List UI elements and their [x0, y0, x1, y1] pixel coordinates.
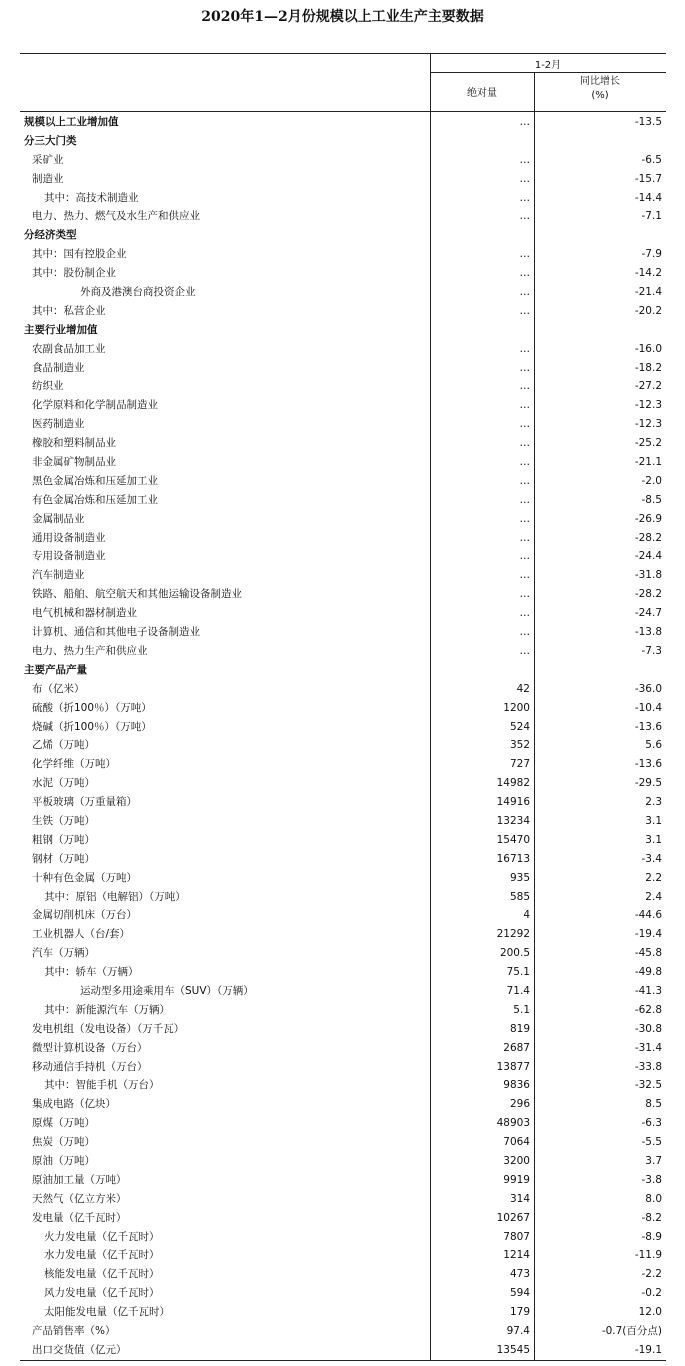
absolute-value: …: [519, 550, 530, 563]
absolute-value: …: [519, 493, 530, 506]
yoy-value: -13.5: [634, 116, 662, 128]
section-heading-row: [20, 321, 666, 340]
absolute-value: 14916: [496, 796, 530, 809]
absolute-value: …: [519, 248, 530, 261]
absolute-value: 314: [509, 1192, 530, 1205]
table-row: [20, 906, 666, 925]
row-label: 粗钢（万吨）: [32, 833, 95, 846]
table-row: [20, 1001, 666, 1020]
absolute-value: 13234: [496, 814, 530, 827]
section-heading-row: [20, 226, 666, 245]
row-label: 产品销售率（%）: [32, 1325, 116, 1337]
table-row: [20, 831, 666, 850]
yoy-value: -14.2: [634, 267, 662, 280]
table-row: [20, 888, 666, 907]
table-row: [20, 245, 666, 264]
row-label: 乙烯（万吨）: [32, 739, 95, 752]
absolute-value: …: [519, 380, 530, 393]
yoy-value: -2.0: [641, 474, 662, 487]
page-title: 2020年1—2月份规模以上工业生产主要数据: [201, 9, 484, 25]
table-row: [20, 340, 666, 359]
row-label: 外商及港澳台商投资企业: [80, 286, 196, 299]
yoy-value: -13.8: [634, 626, 662, 639]
yoy-value: -30.8: [634, 1022, 662, 1035]
row-label: 原油加工量（万吨）: [32, 1173, 127, 1186]
table-row: [20, 434, 666, 453]
absolute-value: …: [519, 267, 530, 280]
table-row: [20, 491, 666, 510]
row-label: 核能发电量（亿千瓦时）: [44, 1268, 160, 1281]
table-row: [20, 1114, 666, 1133]
absolute-value: …: [519, 418, 530, 431]
absolute-value: 2687: [503, 1041, 530, 1054]
absolute-value: …: [519, 531, 530, 544]
yoy-value: -32.5: [634, 1079, 662, 1092]
table-row: [20, 264, 666, 283]
absolute-value: …: [519, 474, 530, 487]
table-row: [20, 547, 666, 566]
yoy-value: -13.6: [634, 720, 662, 733]
table-row: [20, 1076, 666, 1095]
absolute-value: 179: [509, 1306, 530, 1319]
table-row: [20, 623, 666, 642]
yoy-value: -8.5: [641, 493, 662, 506]
table-row: [20, 869, 666, 888]
row-label: 十种有色金属（万吨）: [32, 871, 137, 884]
absolute-value: …: [519, 116, 530, 128]
row-label: 其中：高技术制造业: [44, 191, 139, 204]
row-label: 化学纤维（万吨）: [32, 758, 116, 771]
absolute-value: …: [519, 304, 530, 317]
row-label: 纺织业: [32, 380, 64, 393]
row-label: 其中：智能手机（万台）: [44, 1079, 160, 1092]
header-divider: [430, 72, 666, 73]
absolute-value: …: [519, 588, 530, 601]
row-label: 有色金属冶炼和压延加工业: [32, 493, 158, 506]
yoy-value: -13.6: [634, 758, 662, 771]
absolute-value: …: [519, 456, 530, 469]
table-row: [20, 944, 666, 963]
row-label: 布（亿米）: [32, 682, 85, 695]
table-row: [20, 1133, 666, 1152]
row-label: 天然气（亿立方米）: [32, 1192, 127, 1205]
yoy-value: -6.3: [641, 1117, 662, 1130]
row-label: 汽车（万辆）: [32, 947, 95, 960]
absolute-value: 9919: [503, 1173, 530, 1186]
yoy-value: -20.2: [634, 304, 662, 317]
absolute-value: 7807: [503, 1230, 530, 1243]
yoy-value: -12.3: [634, 418, 662, 431]
absolute-header: 绝对量: [467, 88, 497, 99]
absolute-value: 352: [509, 739, 530, 752]
row-label: 其中：私营企业: [32, 304, 106, 317]
row-label: 其中：股份制企业: [32, 267, 116, 280]
table-row: [20, 1058, 666, 1077]
row-label: 水力发电量（亿千瓦时）: [44, 1249, 160, 1262]
absolute-value: 594: [509, 1287, 530, 1300]
absolute-value: …: [519, 342, 530, 355]
table-row: [20, 699, 666, 718]
absolute-value: 9836: [503, 1079, 530, 1092]
yoy-value: -10.4: [634, 701, 662, 714]
row-label: 化学原料和化学制品制造业: [32, 399, 158, 412]
absolute-value: 3200: [503, 1154, 530, 1167]
absolute-value: 1214: [503, 1249, 530, 1262]
absolute-value: 21292: [496, 928, 530, 941]
absolute-value: …: [519, 399, 530, 412]
row-label: 采矿业: [32, 153, 64, 166]
table-row: [20, 1209, 666, 1228]
table-row: [20, 1039, 666, 1058]
yoy-value: -7.9: [641, 248, 662, 261]
absolute-value: 935: [509, 871, 530, 884]
row-label: 焦炭（万吨）: [32, 1136, 95, 1149]
yoy-value: -15.7: [634, 172, 662, 185]
data-table: [20, 53, 666, 1361]
row-label: 出口交货值（亿元）: [32, 1343, 127, 1356]
row-label: 食品制造业: [32, 361, 85, 374]
row-label: 橡胶和塑料制品业: [32, 437, 116, 450]
row-label: 制造业: [32, 172, 64, 185]
absolute-value: 13545: [496, 1343, 530, 1356]
yoy-value: 3.1: [645, 814, 662, 827]
yoy-value: -21.4: [634, 286, 662, 299]
row-label: 平板玻璃（万重量箱）: [32, 796, 137, 809]
row-label: 主要行业增加值: [24, 323, 98, 336]
row-label: 非金属矿物制品业: [32, 456, 116, 469]
row-label: 其中：国有控股企业: [32, 248, 127, 261]
table-row: [20, 189, 666, 208]
yoy-value: -14.4: [634, 191, 662, 204]
table-row: [20, 170, 666, 189]
table-row: [20, 755, 666, 774]
yoy-value: 3.1: [645, 833, 662, 846]
row-label: 铁路、船舶、航空航天和其他运输设备制造业: [32, 588, 242, 601]
table-row: [20, 1322, 666, 1341]
table-row: [20, 529, 666, 548]
row-label: 运动型多用途乘用车（SUV）（万辆）: [80, 984, 254, 997]
yoy-value: 5.6: [645, 739, 662, 752]
row-label: 钢材（万吨）: [32, 852, 95, 865]
table-row: [20, 793, 666, 812]
absolute-value: …: [519, 512, 530, 525]
table-row: [20, 680, 666, 699]
table-row: [20, 566, 666, 585]
table-row: [20, 1341, 666, 1360]
section-heading-row: [20, 661, 666, 680]
table-body: [20, 112, 666, 1361]
row-label: 主要产品产量: [24, 663, 87, 676]
yoy-value: -19.4: [634, 928, 662, 941]
row-label: 水泥（万吨）: [32, 777, 95, 790]
table-row: [20, 1095, 666, 1114]
absolute-value: 16713: [496, 852, 530, 865]
table-row: [20, 207, 666, 226]
yoy-header-line2: (%): [591, 90, 609, 101]
yoy-value: 2.2: [645, 871, 662, 884]
yoy-value: -7.3: [641, 644, 662, 657]
absolute-value: 819: [509, 1022, 530, 1035]
yoy-value: -8.2: [641, 1211, 662, 1224]
absolute-value: 14982: [496, 777, 530, 790]
row-label: 汽车制造业: [32, 569, 85, 582]
absolute-value: 4: [523, 909, 530, 922]
yoy-value: -3.8: [641, 1173, 662, 1186]
row-label: 电力、热力生产和供应业: [32, 644, 148, 657]
row-label: 太阳能发电量（亿千瓦时）: [44, 1306, 170, 1319]
absolute-value: 200.5: [499, 947, 530, 960]
row-label: 硫酸（折100％）（万吨）: [32, 701, 152, 714]
row-label: 电力、热力、燃气及水生产和供应业: [32, 210, 200, 223]
yoy-value: -26.9: [634, 512, 662, 525]
row-label: 金属制品业: [32, 512, 85, 525]
absolute-value: …: [519, 172, 530, 185]
absolute-value: 13877: [496, 1060, 530, 1073]
row-label: 移动通信手持机（万台）: [32, 1060, 148, 1073]
row-label: 其中：原铝（电解铝）（万吨）: [44, 890, 186, 903]
absolute-value: 5.1: [513, 1003, 530, 1016]
row-label: 集成电路（亿块）: [32, 1098, 116, 1111]
yoy-value: -33.8: [634, 1060, 662, 1073]
period-header: 1-2月: [534, 60, 562, 71]
yoy-value: -7.1: [641, 210, 662, 223]
table-row: [20, 1246, 666, 1265]
table-row: [20, 604, 666, 623]
yoy-value: 8.5: [645, 1098, 662, 1111]
row-label: 微型计算机设备（万台）: [32, 1041, 148, 1054]
yoy-header: [534, 75, 666, 103]
yoy-value: 2.4: [645, 890, 662, 903]
table-row: [20, 151, 666, 170]
row-label: 电气机械和器材制造业: [32, 607, 137, 620]
absolute-value: …: [519, 644, 530, 657]
table-row: [20, 963, 666, 982]
row-label: 分三大门类: [24, 134, 77, 147]
section-heading-row: [20, 132, 666, 151]
absolute-value: …: [519, 437, 530, 450]
absolute-value: …: [519, 210, 530, 223]
absolute-value: 48903: [496, 1117, 530, 1130]
row-label: 原油（万吨）: [32, 1154, 95, 1167]
row-label: 分经济类型: [24, 229, 77, 242]
yoy-value: -8.9: [641, 1230, 662, 1243]
absolute-value: 1200: [503, 701, 530, 714]
table-row: [20, 642, 666, 661]
table-header: [20, 53, 666, 112]
yoy-value: -18.2: [634, 361, 662, 374]
table-row: [20, 1265, 666, 1284]
table-row: [20, 1020, 666, 1039]
table-row: [20, 472, 666, 491]
yoy-value: -49.8: [634, 966, 662, 979]
yoy-value: -19.1: [634, 1343, 662, 1356]
table-row: [20, 1284, 666, 1303]
row-label: 医药制造业: [32, 418, 85, 431]
yoy-value: -28.2: [634, 588, 662, 601]
table-row: [20, 1171, 666, 1190]
yoy-value: -44.6: [634, 909, 662, 922]
table-row: [20, 1152, 666, 1171]
section-heading-row: [20, 113, 666, 132]
absolute-value: …: [519, 361, 530, 374]
absolute-value: …: [519, 191, 530, 204]
row-label: 金属切削机床（万台）: [32, 909, 137, 922]
absolute-value: 585: [509, 890, 530, 903]
row-label: 规模以上工业增加值: [24, 116, 119, 128]
absolute-value: 15470: [496, 833, 530, 846]
yoy-value: -29.5: [634, 777, 662, 790]
yoy-value: -11.9: [634, 1249, 662, 1262]
absolute-value: …: [519, 626, 530, 639]
absolute-value: 75.1: [506, 966, 530, 979]
table-row: [20, 925, 666, 944]
absolute-value: 71.4: [506, 984, 530, 997]
yoy-value: -31.4: [634, 1041, 662, 1054]
table-row: [20, 1303, 666, 1322]
absolute-value: 7064: [503, 1136, 530, 1149]
yoy-value: 2.3: [645, 796, 662, 809]
row-label: 专用设备制造业: [32, 550, 106, 563]
absolute-value: …: [519, 286, 530, 299]
yoy-value: -0.2: [641, 1287, 662, 1300]
absolute-value: 727: [509, 758, 530, 771]
row-label: 通用设备制造业: [32, 531, 106, 544]
absolute-value: …: [519, 607, 530, 620]
row-label: 其中：轿车（万辆）: [44, 966, 139, 979]
absolute-value: 10267: [496, 1211, 530, 1224]
row-label: 发电量（亿千瓦时）: [32, 1211, 127, 1224]
yoy-value: -31.8: [634, 569, 662, 582]
yoy-value: -2.2: [641, 1268, 662, 1281]
table-row: [20, 415, 666, 434]
yoy-value: -28.2: [634, 531, 662, 544]
table-row: [20, 510, 666, 529]
yoy-value: -25.2: [634, 437, 662, 450]
absolute-value: …: [519, 569, 530, 582]
yoy-header-line1: 同比增长: [580, 76, 620, 87]
table-row: [20, 982, 666, 1001]
absolute-value: …: [519, 153, 530, 166]
table-row: [20, 377, 666, 396]
yoy-value: -24.4: [634, 550, 662, 563]
table-row: [20, 718, 666, 737]
table-row: [20, 283, 666, 302]
row-label: 原煤（万吨）: [32, 1117, 95, 1130]
absolute-value: 97.4: [506, 1325, 530, 1337]
table-row: [20, 359, 666, 378]
yoy-value: -5.5: [641, 1136, 662, 1149]
row-label: 计算机、通信和其他电子设备制造业: [32, 626, 200, 639]
row-label: 烧碱（折100％）（万吨）: [32, 720, 152, 733]
yoy-value: -3.4: [641, 852, 662, 865]
table-row: [20, 850, 666, 869]
table-row: [20, 585, 666, 604]
table-row: [20, 302, 666, 321]
absolute-value: 473: [509, 1268, 530, 1281]
yoy-value: -41.3: [634, 984, 662, 997]
yoy-value: -62.8: [634, 1003, 662, 1016]
yoy-value: -36.0: [634, 682, 662, 695]
yoy-value: -12.3: [634, 399, 662, 412]
table-row: [20, 396, 666, 415]
yoy-value: 3.7: [645, 1154, 662, 1167]
row-label: 黑色金属冶炼和压延加工业: [32, 474, 158, 487]
absolute-value: 42: [516, 682, 530, 695]
row-label: 农副食品加工业: [32, 342, 106, 355]
table-row: [20, 453, 666, 472]
row-label: 风力发电量（亿千瓦时）: [44, 1287, 160, 1300]
absolute-value: 296: [509, 1098, 530, 1111]
yoy-value: -45.8: [634, 947, 662, 960]
yoy-value: -21.1: [634, 456, 662, 469]
absolute-value: 524: [509, 720, 530, 733]
table-row: [20, 774, 666, 793]
yoy-value: 12.0: [638, 1306, 662, 1319]
table-row: [20, 1190, 666, 1209]
yoy-value: -16.0: [634, 342, 662, 355]
yoy-value: -27.2: [634, 380, 662, 393]
table-row: [20, 1228, 666, 1247]
table-row: [20, 812, 666, 831]
yoy-value: -0.7(百分点): [601, 1325, 662, 1337]
row-label: 工业机器人（台/套）: [32, 928, 131, 941]
yoy-value: -24.7: [634, 607, 662, 620]
row-label: 发电机组（发电设备）（万千瓦）: [32, 1022, 185, 1035]
row-label: 其中：新能源汽车（万辆）: [44, 1003, 170, 1016]
yoy-value: 8.0: [645, 1192, 662, 1205]
row-label: 生铁（万吨）: [32, 814, 95, 827]
row-label: 火力发电量（亿千瓦时）: [44, 1230, 160, 1243]
table-row: [20, 736, 666, 755]
yoy-value: -6.5: [641, 153, 662, 166]
